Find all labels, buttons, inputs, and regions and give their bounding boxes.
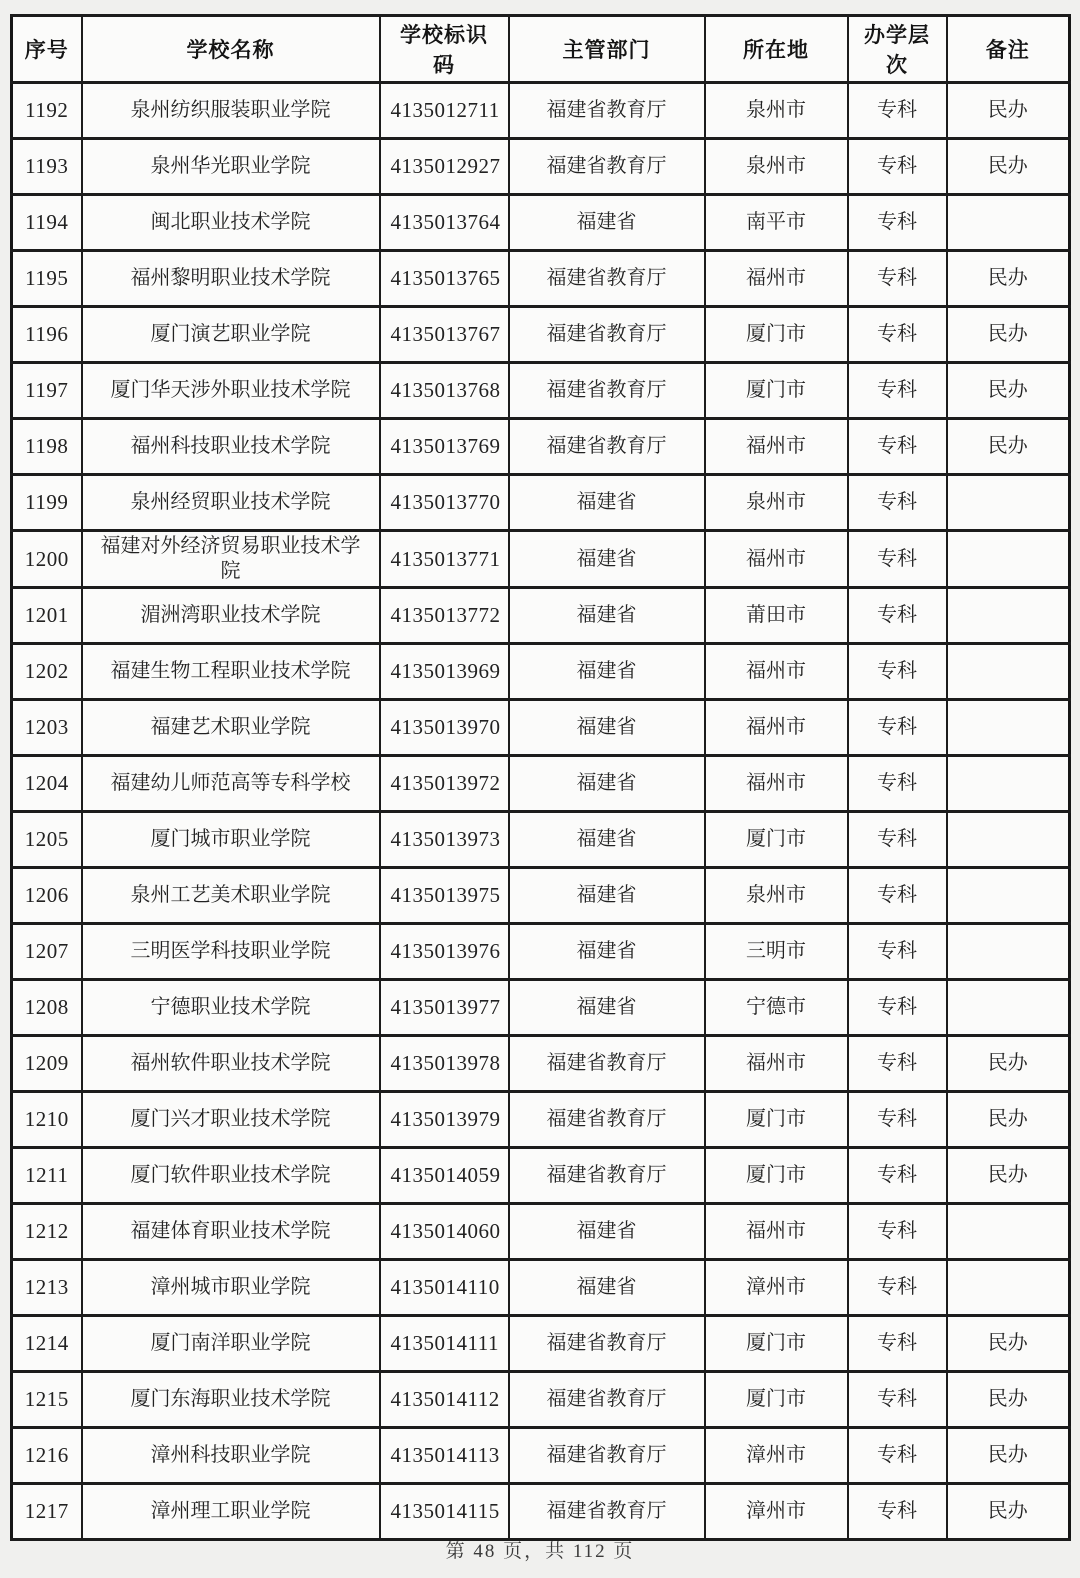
cell-dept: 福建省 [509,195,705,251]
cell-name: 福建对外经济贸易职业技术学院 [82,531,380,588]
cell-seq: 1206 [12,868,82,924]
cell-code: 4135013770 [380,475,509,531]
cell-name: 福建艺术职业学院 [82,700,380,756]
cell-remark: 民办 [947,1036,1070,1092]
cell-seq: 1210 [12,1092,82,1148]
cell-name: 福建体育职业技术学院 [82,1204,380,1260]
table-row [12,531,1070,588]
page-indicator: 第 48 页，共 112 页 [445,1541,635,1562]
cell-city: 厦门市 [705,1372,848,1428]
cell-name: 厦门演艺职业学院 [82,307,380,363]
cell-level: 专科 [848,139,947,195]
cell-remark: 民办 [947,1428,1070,1484]
cell-code: 4135013771 [380,531,509,588]
cell-name: 福建幼儿师范高等专科学校 [82,756,380,812]
cell-city: 漳州市 [705,1260,848,1316]
cell-remark [947,475,1070,531]
cell-code: 4135014060 [380,1204,509,1260]
cell-level: 专科 [848,475,947,531]
cell-name: 湄洲湾职业技术学院 [82,588,380,644]
cell-city: 厦门市 [705,307,848,363]
table-row [12,868,1070,924]
cell-dept: 福建省教育厅 [509,251,705,307]
cell-code: 4135013765 [380,251,509,307]
cell-city: 漳州市 [705,1484,848,1540]
cell-seq: 1216 [12,1428,82,1484]
column-header-seq: 序号 [12,16,82,83]
cell-remark [947,1260,1070,1316]
cell-seq: 1192 [12,83,82,139]
cell-seq: 1209 [12,1036,82,1092]
table-row [12,475,1070,531]
cell-name: 闽北职业技术学院 [82,195,380,251]
cell-seq: 1201 [12,588,82,644]
cell-level: 专科 [848,980,947,1036]
cell-name: 福州软件职业技术学院 [82,1036,380,1092]
cell-seq: 1198 [12,419,82,475]
cell-name: 福州科技职业技术学院 [82,419,380,475]
cell-city: 厦门市 [705,1092,848,1148]
cell-code: 4135013970 [380,700,509,756]
cell-remark: 民办 [947,307,1070,363]
cell-level: 专科 [848,531,947,588]
cell-remark [947,924,1070,980]
cell-seq: 1215 [12,1372,82,1428]
cell-name: 厦门兴才职业技术学院 [82,1092,380,1148]
cell-name: 厦门城市职业学院 [82,812,380,868]
cell-city: 福州市 [705,1036,848,1092]
cell-city: 厦门市 [705,812,848,868]
cell-remark: 民办 [947,1148,1070,1204]
cell-code: 4135013972 [380,756,509,812]
cell-level: 专科 [848,1484,947,1540]
table-row [12,1316,1070,1372]
table-row [12,251,1070,307]
table-row [12,195,1070,251]
table-row [12,700,1070,756]
cell-name: 厦门软件职业技术学院 [82,1148,380,1204]
cell-code: 4135013978 [380,1036,509,1092]
cell-name: 厦门南洋职业学院 [82,1316,380,1372]
cell-seq: 1202 [12,644,82,700]
table-row [12,139,1070,195]
cell-dept: 福建省教育厅 [509,1036,705,1092]
cell-seq: 1197 [12,363,82,419]
cell-code: 4135013976 [380,924,509,980]
cell-seq: 1212 [12,1204,82,1260]
cell-remark [947,868,1070,924]
cell-seq: 1205 [12,812,82,868]
cell-dept: 福建省教育厅 [509,139,705,195]
table-row [12,812,1070,868]
cell-level: 专科 [848,251,947,307]
cell-code: 4135013979 [380,1092,509,1148]
cell-dept: 福建省 [509,644,705,700]
cell-dept: 福建省 [509,868,705,924]
cell-seq: 1208 [12,980,82,1036]
cell-dept: 福建省教育厅 [509,83,705,139]
cell-level: 专科 [848,1092,947,1148]
cell-remark: 民办 [947,1316,1070,1372]
cell-city: 福州市 [705,419,848,475]
cell-code: 4135013768 [380,363,509,419]
cell-level: 专科 [848,419,947,475]
cell-seq: 1214 [12,1316,82,1372]
table-row [12,1092,1070,1148]
cell-dept: 福建省 [509,531,705,588]
cell-city: 福州市 [705,1204,848,1260]
cell-city: 泉州市 [705,868,848,924]
column-header-name: 学校名称 [82,16,380,83]
cell-remark: 民办 [947,251,1070,307]
cell-remark [947,700,1070,756]
table-header-row [12,16,1070,83]
cell-remark: 民办 [947,1484,1070,1540]
table-row [12,1204,1070,1260]
cell-city: 厦门市 [705,363,848,419]
table-row [12,756,1070,812]
table-row [12,1148,1070,1204]
table-row [12,1260,1070,1316]
cell-level: 专科 [848,868,947,924]
cell-dept: 福建省教育厅 [509,363,705,419]
table-row [12,1484,1070,1540]
cell-code: 4135013764 [380,195,509,251]
cell-seq: 1194 [12,195,82,251]
cell-name: 泉州纺织服装职业学院 [82,83,380,139]
page-footer [0,1536,1080,1563]
cell-code: 4135014112 [380,1372,509,1428]
cell-level: 专科 [848,307,947,363]
cell-level: 专科 [848,644,947,700]
cell-name: 福建生物工程职业技术学院 [82,644,380,700]
cell-city: 泉州市 [705,139,848,195]
column-header-code: 学校标识码 [380,16,509,83]
cell-code: 4135013767 [380,307,509,363]
cell-seq: 1211 [12,1148,82,1204]
cell-dept: 福建省教育厅 [509,1484,705,1540]
table-row [12,83,1070,139]
cell-seq: 1195 [12,251,82,307]
cell-name: 泉州工艺美术职业学院 [82,868,380,924]
cell-remark: 民办 [947,419,1070,475]
cell-seq: 1199 [12,475,82,531]
cell-level: 专科 [848,1204,947,1260]
table-row [12,644,1070,700]
cell-remark [947,980,1070,1036]
cell-city: 漳州市 [705,1428,848,1484]
cell-level: 专科 [848,1148,947,1204]
cell-level: 专科 [848,924,947,980]
table-row [12,1036,1070,1092]
table-row [12,1428,1070,1484]
cell-code: 4135014113 [380,1428,509,1484]
cell-seq: 1203 [12,700,82,756]
cell-city: 福州市 [705,756,848,812]
cell-remark: 民办 [947,363,1070,419]
cell-name: 宁德职业技术学院 [82,980,380,1036]
cell-dept: 福建省教育厅 [509,1428,705,1484]
cell-seq: 1200 [12,531,82,588]
cell-code: 4135013969 [380,644,509,700]
cell-name: 三明医学科技职业学院 [82,924,380,980]
cell-city: 福州市 [705,531,848,588]
cell-level: 专科 [848,1372,947,1428]
cell-name: 厦门华天涉外职业技术学院 [82,363,380,419]
cell-remark: 民办 [947,139,1070,195]
cell-remark [947,195,1070,251]
cell-dept: 福建省教育厅 [509,1316,705,1372]
cell-seq: 1213 [12,1260,82,1316]
cell-level: 专科 [848,756,947,812]
table-row [12,980,1070,1036]
table-row [12,419,1070,475]
cell-dept: 福建省 [509,700,705,756]
cell-code: 4135014059 [380,1148,509,1204]
cell-city: 福州市 [705,644,848,700]
table-row [12,588,1070,644]
cell-dept: 福建省教育厅 [509,307,705,363]
cell-level: 专科 [848,195,947,251]
cell-name: 漳州科技职业学院 [82,1428,380,1484]
cell-city: 泉州市 [705,475,848,531]
cell-level: 专科 [848,83,947,139]
column-header-dept: 主管部门 [509,16,705,83]
cell-name: 厦门东海职业技术学院 [82,1372,380,1428]
cell-code: 4135014110 [380,1260,509,1316]
cell-level: 专科 [848,1316,947,1372]
column-header-remark: 备注 [947,16,1070,83]
cell-name: 泉州经贸职业技术学院 [82,475,380,531]
cell-city: 厦门市 [705,1316,848,1372]
cell-level: 专科 [848,1036,947,1092]
cell-city: 泉州市 [705,83,848,139]
cell-level: 专科 [848,1260,947,1316]
cell-dept: 福建省 [509,812,705,868]
cell-remark: 民办 [947,83,1070,139]
cell-name: 泉州华光职业学院 [82,139,380,195]
cell-city: 厦门市 [705,1148,848,1204]
cell-remark [947,756,1070,812]
cell-code: 4135013977 [380,980,509,1036]
cell-code: 4135012927 [380,139,509,195]
cell-level: 专科 [848,700,947,756]
cell-dept: 福建省教育厅 [509,1148,705,1204]
cell-name: 福州黎明职业技术学院 [82,251,380,307]
table-body [12,83,1070,1540]
school-list-table [10,14,1071,1541]
cell-remark: 民办 [947,1372,1070,1428]
table-row [12,924,1070,980]
column-header-level: 办学层次 [848,16,947,83]
cell-city: 宁德市 [705,980,848,1036]
cell-level: 专科 [848,363,947,419]
cell-name: 漳州理工职业学院 [82,1484,380,1540]
cell-seq: 1204 [12,756,82,812]
cell-remark [947,588,1070,644]
cell-code: 4135012711 [380,83,509,139]
cell-dept: 福建省 [509,1260,705,1316]
cell-level: 专科 [848,812,947,868]
cell-dept: 福建省 [509,756,705,812]
cell-dept: 福建省 [509,1204,705,1260]
cell-dept: 福建省 [509,475,705,531]
cell-dept: 福建省教育厅 [509,1092,705,1148]
cell-city: 南平市 [705,195,848,251]
cell-city: 福州市 [705,251,848,307]
column-header-city: 所在地 [705,16,848,83]
cell-dept: 福建省 [509,980,705,1036]
cell-code: 4135013975 [380,868,509,924]
cell-seq: 1207 [12,924,82,980]
cell-seq: 1217 [12,1484,82,1540]
cell-dept: 福建省 [509,924,705,980]
cell-city: 福州市 [705,700,848,756]
cell-remark [947,644,1070,700]
cell-code: 4135013973 [380,812,509,868]
cell-code: 4135013769 [380,419,509,475]
cell-dept: 福建省教育厅 [509,419,705,475]
table-row [12,363,1070,419]
cell-level: 专科 [848,1428,947,1484]
cell-dept: 福建省 [509,588,705,644]
table-row [12,1372,1070,1428]
cell-remark [947,531,1070,588]
cell-code: 4135013772 [380,588,509,644]
cell-level: 专科 [848,588,947,644]
cell-remark: 民办 [947,1092,1070,1148]
cell-code: 4135014115 [380,1484,509,1540]
cell-name: 漳州城市职业学院 [82,1260,380,1316]
cell-remark [947,812,1070,868]
cell-remark [947,1204,1070,1260]
table-row [12,307,1070,363]
cell-seq: 1193 [12,139,82,195]
cell-code: 4135014111 [380,1316,509,1372]
cell-dept: 福建省教育厅 [509,1372,705,1428]
cell-seq: 1196 [12,307,82,363]
cell-city: 莆田市 [705,588,848,644]
cell-city: 三明市 [705,924,848,980]
